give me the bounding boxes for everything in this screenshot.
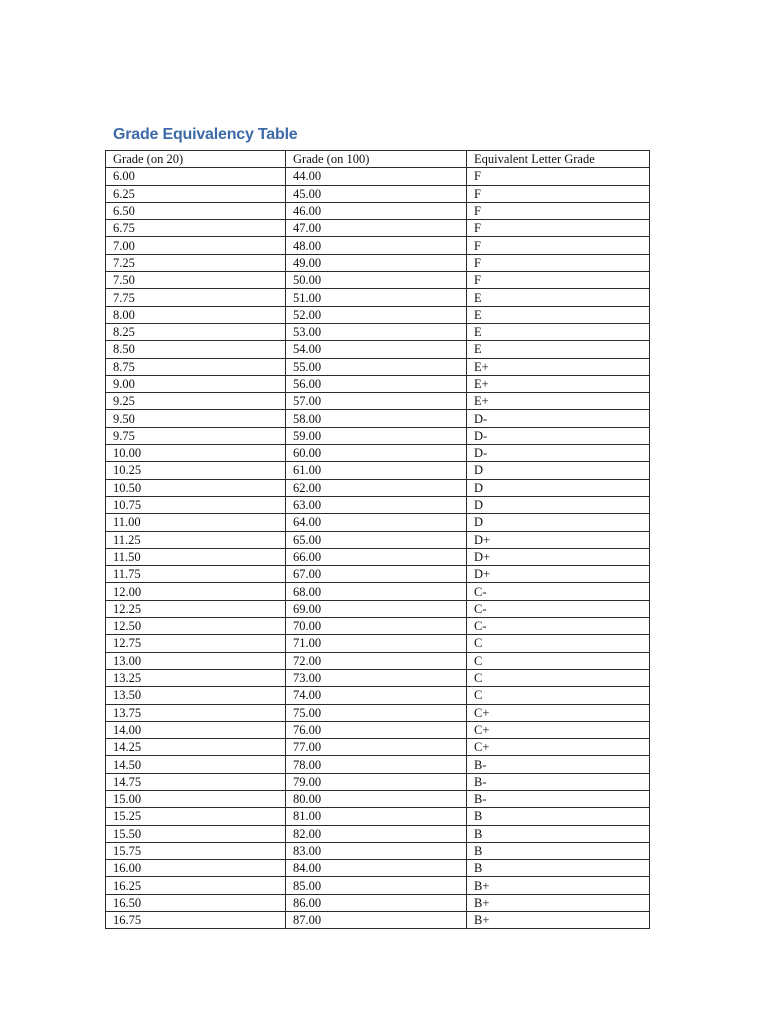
table-row xyxy=(106,323,650,340)
letter-grade-cell: D xyxy=(467,479,650,496)
grade-on-20-cell: 10.50 xyxy=(106,479,286,496)
grade-on-20-cell: 6.25 xyxy=(106,185,286,202)
grade-on-20-cell: 15.00 xyxy=(106,790,286,807)
letter-grade-cell: C xyxy=(467,669,650,686)
table-row xyxy=(106,306,650,323)
grade-on-100-cell: 47.00 xyxy=(286,220,467,237)
grade-on-20-cell: 16.50 xyxy=(106,894,286,911)
grade-on-20-cell: 16.25 xyxy=(106,877,286,894)
letter-grade-cell: E xyxy=(467,306,650,323)
grade-on-20-cell: 10.25 xyxy=(106,462,286,479)
table-body xyxy=(106,168,650,929)
grade-on-20-cell: 9.25 xyxy=(106,393,286,410)
letter-grade-cell: D- xyxy=(467,410,650,427)
grade-on-20-cell: 7.75 xyxy=(106,289,286,306)
grade-on-100-cell: 68.00 xyxy=(286,583,467,600)
grade-on-100-cell: 65.00 xyxy=(286,531,467,548)
letter-grade-cell: F xyxy=(467,220,650,237)
grade-on-20-cell: 6.50 xyxy=(106,202,286,219)
letter-grade-cell: F xyxy=(467,185,650,202)
column-header-grade-on-20: Grade (on 20) xyxy=(106,151,286,168)
grade-on-100-cell: 84.00 xyxy=(286,860,467,877)
grade-on-20-cell: 12.00 xyxy=(106,583,286,600)
table-row xyxy=(106,289,650,306)
grade-on-100-cell: 77.00 xyxy=(286,739,467,756)
grade-on-20-cell: 10.75 xyxy=(106,496,286,513)
grade-on-20-cell: 12.50 xyxy=(106,618,286,635)
table-row xyxy=(106,514,650,531)
letter-grade-cell: C- xyxy=(467,600,650,617)
letter-grade-cell: B xyxy=(467,825,650,842)
table-row xyxy=(106,445,650,462)
table-row xyxy=(106,825,650,842)
grade-on-100-cell: 56.00 xyxy=(286,375,467,392)
letter-grade-cell: D xyxy=(467,462,650,479)
column-header-letter-grade: Equivalent Letter Grade xyxy=(467,151,650,168)
table-row xyxy=(106,375,650,392)
letter-grade-cell: D- xyxy=(467,445,650,462)
grade-on-20-cell: 7.00 xyxy=(106,237,286,254)
grade-on-100-cell: 66.00 xyxy=(286,548,467,565)
letter-grade-cell: B+ xyxy=(467,894,650,911)
grade-on-100-cell: 50.00 xyxy=(286,272,467,289)
grade-on-20-cell: 13.75 xyxy=(106,704,286,721)
letter-grade-cell: E xyxy=(467,341,650,358)
grade-on-100-cell: 87.00 xyxy=(286,912,467,929)
table-row xyxy=(106,341,650,358)
grade-on-20-cell: 14.75 xyxy=(106,773,286,790)
grade-on-100-cell: 64.00 xyxy=(286,514,467,531)
grade-on-100-cell: 59.00 xyxy=(286,427,467,444)
grade-on-20-cell: 11.50 xyxy=(106,548,286,565)
grade-on-100-cell: 48.00 xyxy=(286,237,467,254)
grade-on-100-cell: 74.00 xyxy=(286,687,467,704)
grade-on-100-cell: 86.00 xyxy=(286,894,467,911)
table-row xyxy=(106,202,650,219)
grade-on-100-cell: 46.00 xyxy=(286,202,467,219)
letter-grade-cell: F xyxy=(467,272,650,289)
table-row xyxy=(106,254,650,271)
grade-on-20-cell: 15.75 xyxy=(106,842,286,859)
letter-grade-cell: E xyxy=(467,323,650,340)
grade-on-100-cell: 82.00 xyxy=(286,825,467,842)
grade-on-100-cell: 62.00 xyxy=(286,479,467,496)
letter-grade-cell: C+ xyxy=(467,739,650,756)
grade-on-100-cell: 61.00 xyxy=(286,462,467,479)
grade-on-20-cell: 9.50 xyxy=(106,410,286,427)
table-row xyxy=(106,756,650,773)
grade-on-20-cell: 11.75 xyxy=(106,566,286,583)
table-row xyxy=(106,790,650,807)
table-row xyxy=(106,739,650,756)
letter-grade-cell: C xyxy=(467,687,650,704)
table-row xyxy=(106,652,650,669)
grade-on-20-cell: 8.50 xyxy=(106,341,286,358)
table-row xyxy=(106,237,650,254)
grade-on-20-cell: 8.75 xyxy=(106,358,286,375)
letter-grade-cell: F xyxy=(467,202,650,219)
grade-on-100-cell: 75.00 xyxy=(286,704,467,721)
letter-grade-cell: C+ xyxy=(467,721,650,738)
grade-on-20-cell: 15.50 xyxy=(106,825,286,842)
grade-on-100-cell: 57.00 xyxy=(286,393,467,410)
grade-on-100-cell: 49.00 xyxy=(286,254,467,271)
letter-grade-cell: B xyxy=(467,842,650,859)
table-row xyxy=(106,842,650,859)
grade-on-100-cell: 81.00 xyxy=(286,808,467,825)
table-row xyxy=(106,669,650,686)
grade-equivalency-table xyxy=(105,150,650,929)
letter-grade-cell: D+ xyxy=(467,566,650,583)
letter-grade-cell: D+ xyxy=(467,548,650,565)
letter-grade-cell: E+ xyxy=(467,393,650,410)
letter-grade-cell: E xyxy=(467,289,650,306)
grade-on-20-cell: 14.00 xyxy=(106,721,286,738)
grade-on-20-cell: 7.25 xyxy=(106,254,286,271)
letter-grade-cell: B xyxy=(467,860,650,877)
grade-on-100-cell: 44.00 xyxy=(286,168,467,185)
grade-on-20-cell: 12.75 xyxy=(106,635,286,652)
grade-on-20-cell: 9.75 xyxy=(106,427,286,444)
grade-on-20-cell: 13.00 xyxy=(106,652,286,669)
table-row xyxy=(106,808,650,825)
table-row xyxy=(106,479,650,496)
table-row xyxy=(106,220,650,237)
grade-on-20-cell: 13.50 xyxy=(106,687,286,704)
table-row xyxy=(106,548,650,565)
grade-on-100-cell: 54.00 xyxy=(286,341,467,358)
letter-grade-cell: E+ xyxy=(467,358,650,375)
grade-on-100-cell: 63.00 xyxy=(286,496,467,513)
letter-grade-cell: D- xyxy=(467,427,650,444)
letter-grade-cell: B+ xyxy=(467,912,650,929)
grade-on-100-cell: 69.00 xyxy=(286,600,467,617)
letter-grade-cell: B xyxy=(467,808,650,825)
grade-on-20-cell: 11.25 xyxy=(106,531,286,548)
grade-on-20-cell: 15.25 xyxy=(106,808,286,825)
letter-grade-cell: B- xyxy=(467,790,650,807)
letter-grade-cell: C- xyxy=(467,583,650,600)
letter-grade-cell: F xyxy=(467,168,650,185)
grade-on-100-cell: 85.00 xyxy=(286,877,467,894)
table-row xyxy=(106,168,650,185)
table-row xyxy=(106,877,650,894)
grade-on-20-cell: 8.25 xyxy=(106,323,286,340)
letter-grade-cell: D+ xyxy=(467,531,650,548)
grade-on-20-cell: 10.00 xyxy=(106,445,286,462)
grade-on-100-cell: 76.00 xyxy=(286,721,467,738)
grade-on-100-cell: 73.00 xyxy=(286,669,467,686)
table-row xyxy=(106,600,650,617)
grade-on-20-cell: 16.75 xyxy=(106,912,286,929)
table-row xyxy=(106,358,650,375)
grade-on-20-cell: 6.75 xyxy=(106,220,286,237)
grade-on-20-cell: 7.50 xyxy=(106,272,286,289)
table-row xyxy=(106,427,650,444)
letter-grade-cell: D xyxy=(467,496,650,513)
column-header-grade-on-100: Grade (on 100) xyxy=(286,151,467,168)
table-row xyxy=(106,583,650,600)
letter-grade-cell: C xyxy=(467,652,650,669)
table-header-row xyxy=(106,151,650,168)
table-row xyxy=(106,272,650,289)
letter-grade-cell: C xyxy=(467,635,650,652)
grade-on-100-cell: 53.00 xyxy=(286,323,467,340)
table-row xyxy=(106,635,650,652)
grade-on-100-cell: 67.00 xyxy=(286,566,467,583)
letter-grade-cell: F xyxy=(467,237,650,254)
table-row xyxy=(106,566,650,583)
grade-on-100-cell: 51.00 xyxy=(286,289,467,306)
table-row xyxy=(106,496,650,513)
grade-on-100-cell: 45.00 xyxy=(286,185,467,202)
letter-grade-cell: C- xyxy=(467,618,650,635)
table-row xyxy=(106,704,650,721)
grade-on-100-cell: 71.00 xyxy=(286,635,467,652)
letter-grade-cell: D xyxy=(467,514,650,531)
grade-on-100-cell: 60.00 xyxy=(286,445,467,462)
grade-on-100-cell: 55.00 xyxy=(286,358,467,375)
grade-on-100-cell: 58.00 xyxy=(286,410,467,427)
grade-on-100-cell: 52.00 xyxy=(286,306,467,323)
table-row xyxy=(106,860,650,877)
grade-on-20-cell: 14.25 xyxy=(106,739,286,756)
table-row xyxy=(106,462,650,479)
letter-grade-cell: B+ xyxy=(467,877,650,894)
table-row xyxy=(106,618,650,635)
table-row xyxy=(106,773,650,790)
table-row xyxy=(106,912,650,929)
grade-on-100-cell: 72.00 xyxy=(286,652,467,669)
table-row xyxy=(106,894,650,911)
grade-on-20-cell: 12.25 xyxy=(106,600,286,617)
grade-on-20-cell: 16.00 xyxy=(106,860,286,877)
table-row xyxy=(106,410,650,427)
grade-on-20-cell: 11.00 xyxy=(106,514,286,531)
table-row xyxy=(106,185,650,202)
letter-grade-cell: F xyxy=(467,254,650,271)
letter-grade-cell: B- xyxy=(467,756,650,773)
table-row xyxy=(106,721,650,738)
table-row xyxy=(106,531,650,548)
grade-on-20-cell: 14.50 xyxy=(106,756,286,773)
grade-on-100-cell: 79.00 xyxy=(286,773,467,790)
grade-on-100-cell: 70.00 xyxy=(286,618,467,635)
letter-grade-cell: C+ xyxy=(467,704,650,721)
letter-grade-cell: B- xyxy=(467,773,650,790)
table-row xyxy=(106,687,650,704)
letter-grade-cell: E+ xyxy=(467,375,650,392)
grade-on-20-cell: 8.00 xyxy=(106,306,286,323)
grade-on-100-cell: 78.00 xyxy=(286,756,467,773)
page-title: Grade Equivalency Table xyxy=(113,126,298,143)
grade-on-20-cell: 9.00 xyxy=(106,375,286,392)
grade-on-100-cell: 80.00 xyxy=(286,790,467,807)
table-row xyxy=(106,393,650,410)
grade-on-20-cell: 13.25 xyxy=(106,669,286,686)
grade-on-20-cell: 6.00 xyxy=(106,168,286,185)
grade-on-100-cell: 83.00 xyxy=(286,842,467,859)
